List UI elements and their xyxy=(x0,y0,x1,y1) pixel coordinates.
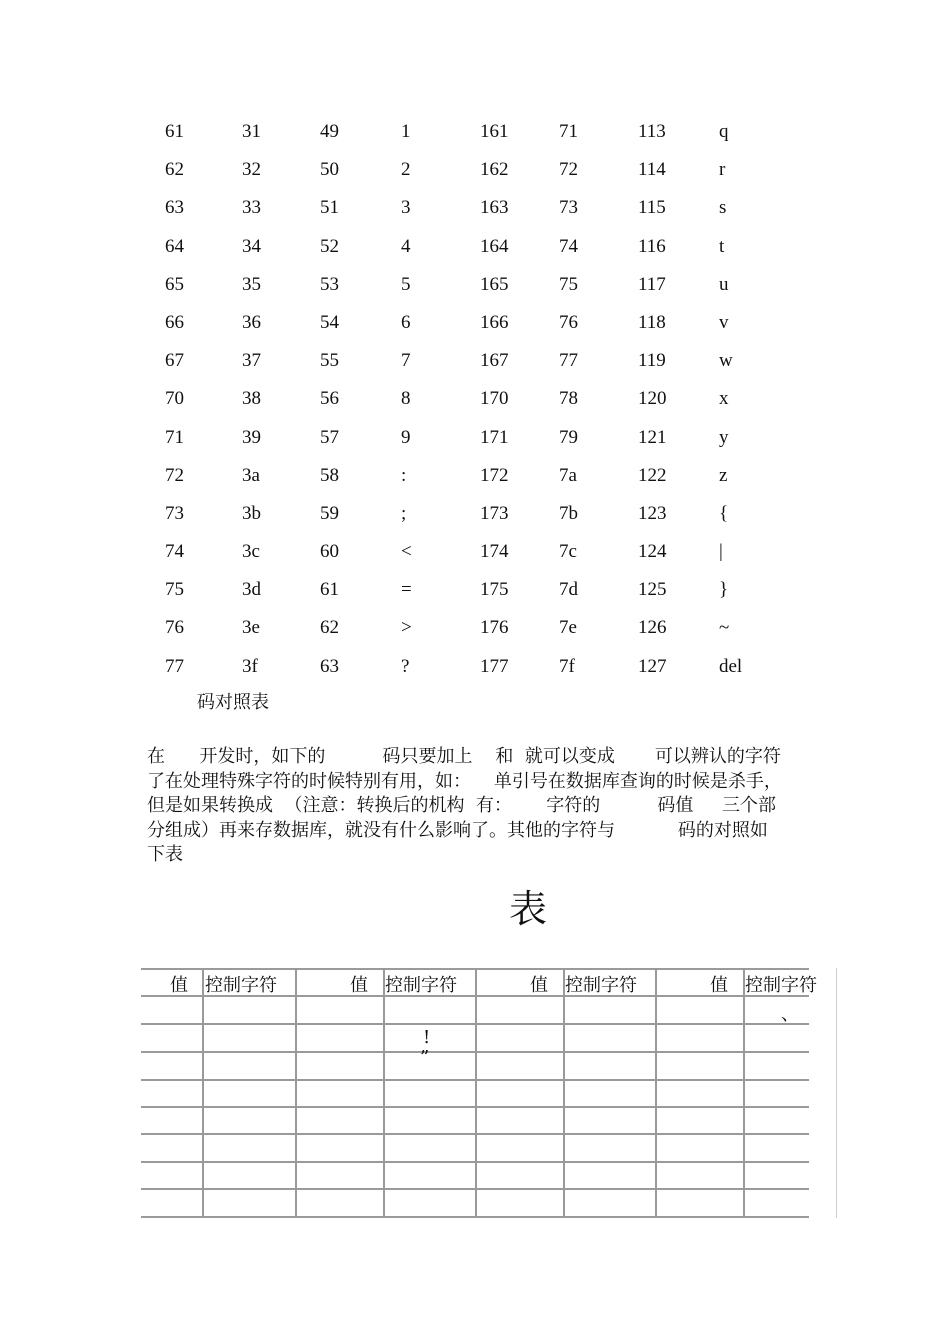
table-cell: 72 xyxy=(559,159,578,181)
table-cell: 162 xyxy=(480,159,509,181)
table-cell: 2 xyxy=(401,159,411,181)
table-cell: 62 xyxy=(165,159,184,181)
table-row xyxy=(0,649,950,687)
table-cell: 66 xyxy=(165,311,184,333)
table-cell: 52 xyxy=(320,235,339,257)
table-cell: 3 xyxy=(401,197,411,219)
table-cell: 34 xyxy=(242,235,261,257)
table-cell: 71 xyxy=(559,121,578,142)
table-cell: 49 xyxy=(320,121,339,142)
table-cell: 173 xyxy=(480,502,509,524)
table-cell: 125 xyxy=(638,579,667,601)
table-cell: 73 xyxy=(559,197,578,219)
table-cell: 59 xyxy=(320,502,339,524)
table-cell: 70 xyxy=(165,388,184,410)
section-title: 表 xyxy=(509,887,548,931)
table-cell: 73 xyxy=(165,502,184,524)
table-cell: = xyxy=(401,579,412,601)
table-cell: 121 xyxy=(638,426,667,448)
table-cell: t xyxy=(719,235,725,257)
table-cell: 126 xyxy=(638,617,667,639)
table-cell: 76 xyxy=(559,311,578,333)
paragraph-line: 在 开发时，如下的 码只要加上 和 就可以变成 可以辨认的字符 xyxy=(147,746,781,767)
table-cell: del xyxy=(719,655,743,677)
header-control-char: 控制字符 xyxy=(385,975,457,996)
table-cell: 32 xyxy=(242,159,261,181)
header-control-char: 控制字符 xyxy=(745,975,817,996)
table-cell: 7a xyxy=(559,464,577,486)
table-cell: < xyxy=(401,541,412,563)
table-caption: 码对照表 xyxy=(197,692,269,713)
table-cell: 51 xyxy=(320,197,339,219)
table-cell: 61 xyxy=(320,579,339,601)
table-row xyxy=(0,381,950,419)
table-cell: 171 xyxy=(480,426,509,448)
description-paragraph xyxy=(147,745,812,868)
cell-mark: ! xyxy=(423,1027,431,1048)
table-cell: 7d xyxy=(559,579,578,601)
table-cell: x xyxy=(719,388,729,410)
table-col-rule xyxy=(743,968,745,1218)
table-cell: 3e xyxy=(242,617,260,639)
table-cell: 167 xyxy=(480,350,509,372)
table-cell: 55 xyxy=(320,350,339,372)
table-cell: u xyxy=(719,273,729,295)
table-cell: 175 xyxy=(480,579,509,601)
table-row xyxy=(0,190,950,228)
table-cell: 35 xyxy=(242,273,261,295)
table-cell: 163 xyxy=(480,197,509,219)
table-cell: 54 xyxy=(320,311,339,333)
table-cell: 53 xyxy=(320,273,339,295)
table-cell: 39 xyxy=(242,426,261,448)
header-value: 值 xyxy=(350,975,368,996)
table-cell: > xyxy=(401,617,412,639)
table-cell: 7e xyxy=(559,617,577,639)
table-cell: 127 xyxy=(638,655,667,677)
header-control-char: 控制字符 xyxy=(205,975,277,996)
table-cell: 5 xyxy=(401,273,411,295)
header-control-char: 控制字符 xyxy=(565,975,637,996)
table-col-rule xyxy=(202,968,204,1218)
table-cell: 113 xyxy=(638,121,666,142)
table-cell: 36 xyxy=(242,311,261,333)
table-cell: 9 xyxy=(401,426,411,448)
table-cell: q xyxy=(719,121,729,142)
table-cell: 124 xyxy=(638,541,667,563)
table-cell: 67 xyxy=(165,350,184,372)
table-cell: 56 xyxy=(320,388,339,410)
table-cell: 116 xyxy=(638,235,666,257)
table-cell: 77 xyxy=(559,350,578,372)
table-col-rule xyxy=(295,968,297,1218)
table-cell: 164 xyxy=(480,235,509,257)
table-cell: 3a xyxy=(242,464,260,486)
table-cell: | xyxy=(719,541,723,563)
table-cell: 74 xyxy=(559,235,578,257)
table-row xyxy=(0,534,950,572)
table-cell: 76 xyxy=(165,617,184,639)
table-cell: 172 xyxy=(480,464,509,486)
table-cell: 57 xyxy=(320,426,339,448)
table-cell: } xyxy=(719,579,729,601)
header-value: 值 xyxy=(530,975,548,996)
table-cell: 65 xyxy=(165,273,184,295)
table-cell: 75 xyxy=(559,273,578,295)
table-cell: 3c xyxy=(242,541,260,563)
table-cell: 120 xyxy=(638,388,667,410)
table-cell: 71 xyxy=(165,426,184,448)
table-col-rule xyxy=(475,968,477,1218)
control-char-table xyxy=(141,968,817,1218)
table-row xyxy=(0,572,950,610)
table-cell: 123 xyxy=(638,502,667,524)
table-cell: 79 xyxy=(559,426,578,448)
table-cell: 3f xyxy=(242,655,258,677)
header-value: 值 xyxy=(710,975,728,996)
paragraph-line: 但是如果转换成 （注意：转换后的机构 有： 字符的 码值 三个部 xyxy=(147,795,777,816)
paragraph-line: 了在处理特殊字符的时候特别有用，如： 单引号在数据库查询的时候是杀手， xyxy=(147,770,782,792)
ascii-code-table xyxy=(0,114,950,687)
table-cell: 7 xyxy=(401,350,411,372)
table-cell: 31 xyxy=(242,121,261,142)
table-cell: 50 xyxy=(320,159,339,181)
table-cell: 37 xyxy=(242,350,261,372)
cell-mark: ” xyxy=(420,1047,430,1068)
paragraph-line: 下表 xyxy=(147,844,183,865)
table-cell: 63 xyxy=(320,655,339,677)
table-cell: 122 xyxy=(638,464,667,486)
table-cell: 176 xyxy=(480,617,509,639)
table-cell: 4 xyxy=(401,235,411,257)
table-cell: 170 xyxy=(480,388,509,410)
table-row xyxy=(0,229,950,267)
table-row xyxy=(0,496,950,534)
table-outer-rule xyxy=(836,968,837,1218)
table-cell: w xyxy=(719,350,733,372)
table-cell: { xyxy=(719,502,729,524)
table-row xyxy=(0,610,950,648)
table-cell: 77 xyxy=(165,655,184,677)
table-cell: z xyxy=(719,464,728,486)
table-row xyxy=(0,267,950,305)
table-row xyxy=(0,343,950,381)
table-cell: ; xyxy=(401,502,407,524)
table-row xyxy=(0,420,950,458)
table-cell: ~ xyxy=(719,617,730,639)
table-cell: 119 xyxy=(638,350,666,372)
table-cell: 114 xyxy=(638,159,666,181)
table-col-rule xyxy=(655,968,657,1218)
table-cell: 75 xyxy=(165,579,184,601)
table-cell: 63 xyxy=(165,197,184,219)
table-cell: y xyxy=(719,426,729,448)
table-cell: 174 xyxy=(480,541,509,563)
table-cell: 161 xyxy=(480,121,509,142)
table-col-rule xyxy=(563,968,565,1218)
table-cell: 115 xyxy=(638,197,666,219)
table-cell: 33 xyxy=(242,197,261,219)
table-cell: 61 xyxy=(165,121,184,142)
table-cell: r xyxy=(719,159,726,181)
table-cell: 72 xyxy=(165,464,184,486)
table-row xyxy=(0,114,950,152)
table-cell: 60 xyxy=(320,541,339,563)
table-cell: 6 xyxy=(401,311,411,333)
table-cell: 3d xyxy=(242,579,261,601)
table-cell: v xyxy=(719,311,729,333)
table-cell: 177 xyxy=(480,655,509,677)
table-cell: 7f xyxy=(559,655,575,677)
paragraph-line: 分组成）再来存数据库，就没有什么影响了。其他的字符与 码的对照如 xyxy=(147,819,768,841)
table-cell: 64 xyxy=(165,235,184,257)
table-row xyxy=(0,305,950,343)
table-cell: 62 xyxy=(320,617,339,639)
table-cell: 118 xyxy=(638,311,666,333)
header-value: 值 xyxy=(170,975,188,996)
table-cell: 38 xyxy=(242,388,261,410)
table-cell: 74 xyxy=(165,541,184,563)
table-row xyxy=(0,458,950,496)
table-cell: 165 xyxy=(480,273,509,295)
table-cell: : xyxy=(401,464,407,486)
table-col-rule xyxy=(383,968,385,1218)
table-cell: 8 xyxy=(401,388,411,410)
table-cell: 78 xyxy=(559,388,578,410)
table-row xyxy=(0,152,950,190)
table-cell: 7c xyxy=(559,541,577,563)
table-cell: 1 xyxy=(401,121,411,142)
table-cell: 3b xyxy=(242,502,261,524)
table-cell: 166 xyxy=(480,311,509,333)
table-cell: s xyxy=(719,197,727,219)
table-cell: 7b xyxy=(559,502,578,524)
table-cell: ? xyxy=(401,655,410,677)
table-cell: 58 xyxy=(320,464,339,486)
table-cell: 117 xyxy=(638,273,666,295)
cell-mark: 、 xyxy=(781,1004,799,1025)
